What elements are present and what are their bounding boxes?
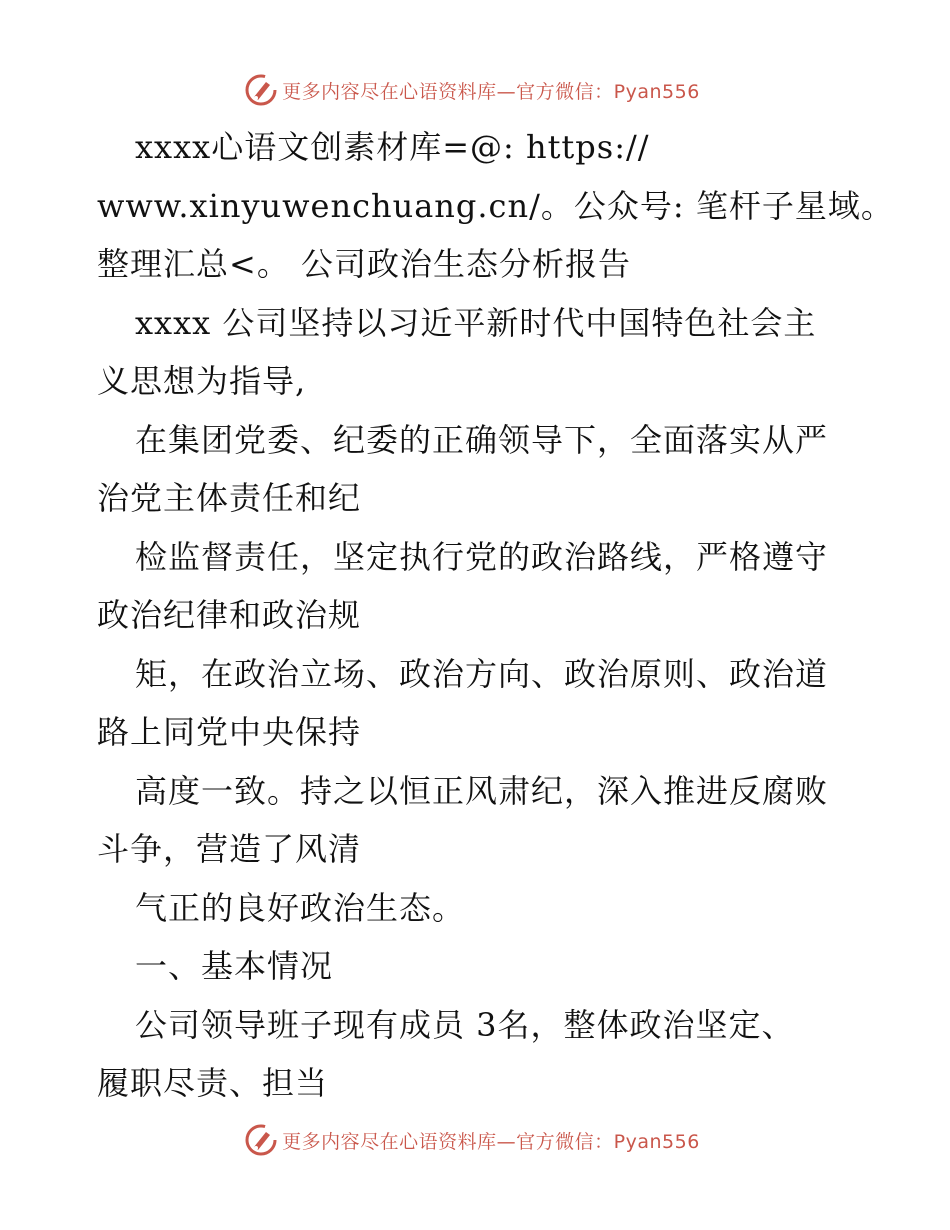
body-line: 矩，在政治立场、政治方向、政治原则、政治道 <box>135 654 829 693</box>
body-line: xxxx 公司坚持以习近平新时代中国特色社会主 <box>135 303 817 342</box>
body-line: 公司领导班子现有成员 3名，整体政治坚定、 <box>135 1005 795 1044</box>
body-line: www.xinyuwenchuang.cn/。公众号: 笔杆子星域。 <box>97 186 894 225</box>
body-line: 斗争，营造了风清 <box>97 830 362 868</box>
footer-banner <box>0 1120 950 1160</box>
document-body <box>97 118 894 1113</box>
body-line: 检监督责任，坚定执行党的政治路线，严格遵守 <box>135 537 829 576</box>
body-line: 路上同党中央保持 <box>97 713 362 751</box>
body-line: 高度一致。持之以恒正风肃纪，深入推进反腐败 <box>135 771 829 810</box>
section-heading: 一、基本情况 <box>135 947 334 985</box>
pen-logo-icon <box>244 73 278 107</box>
body-line: 整理汇总<。 公司政治生态分析报告 <box>97 245 631 283</box>
footer-banner-text: 更多内容尽在心语资料库—官方微信：Pyan556 <box>282 1130 700 1153</box>
header-banner <box>0 70 950 110</box>
header-banner-text: 更多内容尽在心语资料库—官方微信：Pyan556 <box>282 80 700 103</box>
body-line: 义思想为指导, <box>97 362 307 400</box>
header-banner-inner <box>244 73 700 107</box>
body-line: 治党主体责任和纪 <box>97 479 362 517</box>
body-line: 在集团党委、纪委的正确领导下，全面落实从严 <box>135 420 829 459</box>
footer-banner-inner <box>244 1123 700 1157</box>
body-line: 政治纪律和政治规 <box>97 596 362 634</box>
body-line: 气正的良好政治生态。 <box>135 888 466 927</box>
body-line: xxxx心语文创素材库=@: https:// <box>135 128 650 166</box>
body-line: 履职尽责、担当 <box>97 1064 329 1102</box>
pen-logo-icon <box>244 1123 278 1157</box>
